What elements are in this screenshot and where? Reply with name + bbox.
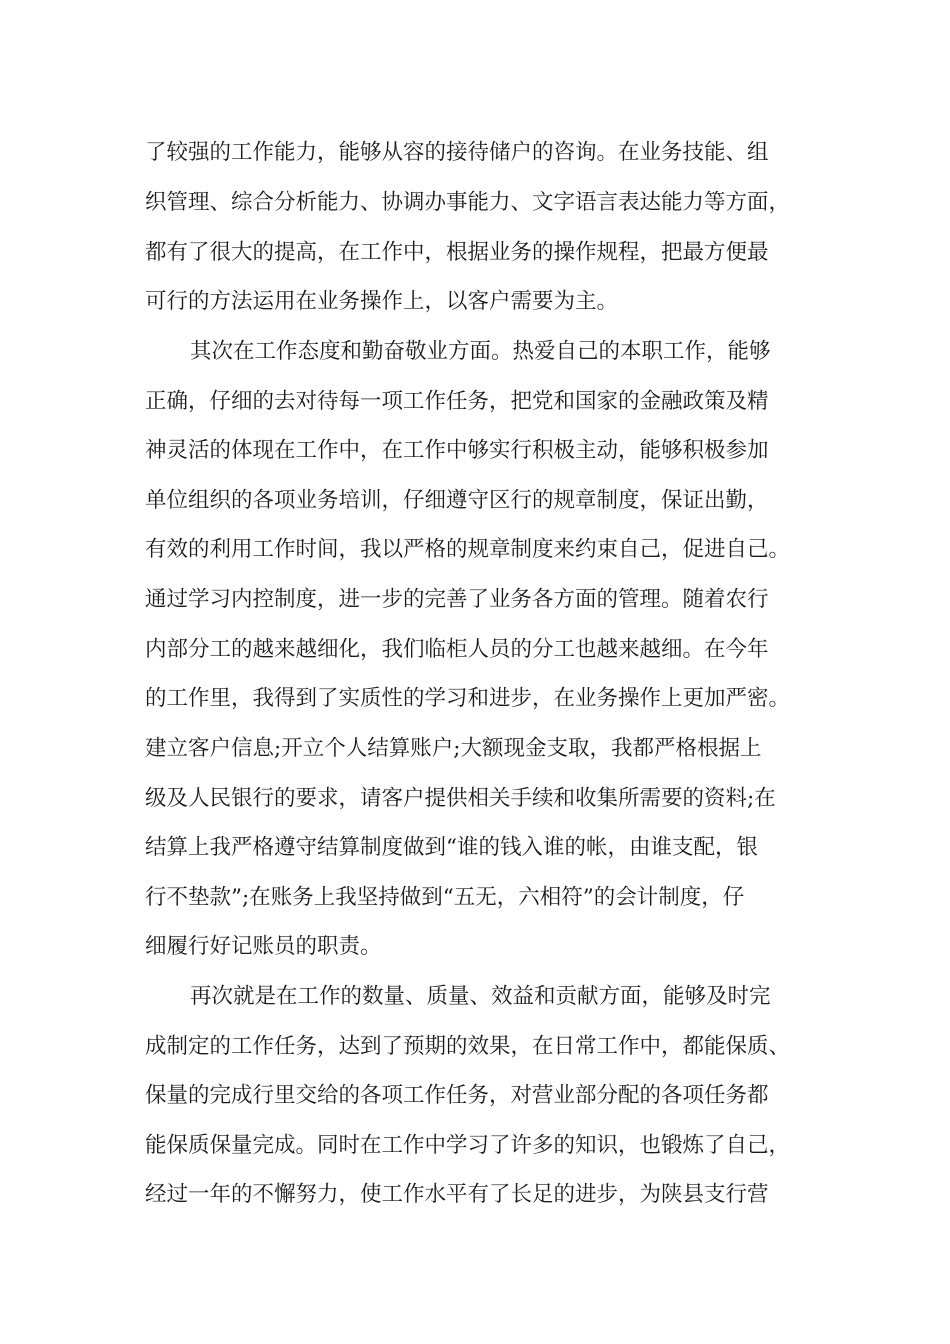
text-line: 成制定的工作任务，达到了预期的效果，在日常工作中，都能保质、: [145, 1034, 791, 1059]
text-line: 有效的利用工作时间，我以严格的规章制度来约束自己，促进自己。: [145, 537, 791, 562]
text-line: 都有了很大的提高，在工作中，根据业务的操作规程，把最方便最: [145, 240, 769, 265]
text-line: 行不垫款”;在账务上我坚持做到“五无，六相符”的会计制度，仔: [145, 885, 745, 910]
text-line: 保量的完成行里交给的各项工作任务，对营业部分配的各项任务都: [145, 1083, 769, 1108]
text-line: 建立客户信息;开立个人结算账户;大额现金支取，我都严格根据上: [145, 736, 762, 761]
text-line: 正确，仔细的去对待每一项工作任务，把党和国家的金融政策及精: [145, 389, 769, 414]
paragraph-first-line: 其次在工作态度和勤奋敬业方面。热爱自己的本职工作，能够: [190, 339, 771, 364]
text-line: 结算上我严格遵守结算制度做到“谁的钱入谁的帐，由谁支配，银: [145, 835, 758, 860]
text-line: 的工作里，我得到了实质性的学习和进步，在业务操作上更加严密。: [145, 686, 791, 711]
text-line: 织管理、综合分析能力、协调办事能力、文字语言表达能力等方面，: [145, 190, 791, 215]
text-line: 细履行好记账员的职责。: [145, 934, 382, 959]
text-line: 单位组织的各项业务培训，仔细遵守区行的规章制度，保证出勤，: [145, 488, 769, 513]
text-line: 级及人民银行的要求，请客户提供相关手续和收集所需要的资料;在: [145, 786, 776, 811]
text-line: 神灵活的体现在工作中，在工作中够实行积极主动，能够积极参加: [145, 438, 769, 463]
paragraph-first-line: 再次就是在工作的数量、质量、效益和贡献方面，能够及时完: [190, 984, 771, 1009]
text-line: 经过一年的不懈努力，使工作水平有了长足的进步，为陕县支行营: [145, 1182, 769, 1207]
text-line: 通过学习内控制度，进一步的完善了业务各方面的管理。随着农行: [145, 587, 769, 612]
text-line: 了较强的工作能力，能够从容的接待储户的咨询。在业务技能、组: [145, 140, 769, 165]
text-line: 内部分工的越来越细化，我们临柜人员的分工也越来越细。在今年: [145, 637, 769, 662]
text-line: 可行的方法运用在业务操作上，以客户需要为主。: [145, 289, 619, 314]
text-line: 能保质保量完成。同时在工作中学习了许多的知识，也锻炼了自己，: [145, 1133, 791, 1158]
